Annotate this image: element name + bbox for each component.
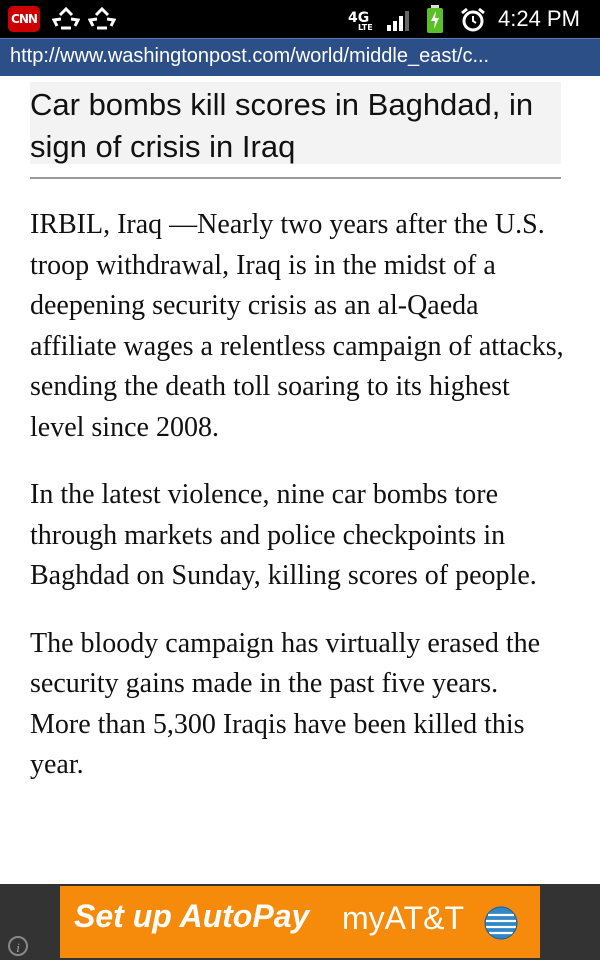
att-autopay-ad[interactable] [60,886,540,958]
recycle-notification-icon-2[interactable] [88,6,116,32]
network-type-indicator: 4G LTE [348,10,373,32]
article-paragraph-3: The bloody campaign has virtually erased the security gains made in the past five years. More than 5,300 Iraqis have been killed this year. [30,627,541,780]
clock-time: 4:24 PM [498,6,580,31]
article-paragraph-2: In the latest violence, nine car bombs tore through markets and police checkpoints in Baghdad on Sunday, killing scores of people. [30,479,537,591]
battery-charging-icon [426,5,444,33]
article-headline: Car bombs kill scores in Baghdad, in sign of crisis in Iraq [30,87,534,164]
article-paragraph-1: IRBIL, Iraq —Nearly two years after the U.S. troop withdrawal, Iraq is in the midst of a deepening security crisis as an al-Qaeda affiliate wages a relentless campaign of attacks, sending the death toll soaring to its highest level since 2008. [30,209,564,443]
ad-bar [0,884,600,960]
recycle-notification-icon[interactable] [52,6,80,32]
headline-divider [30,177,561,179]
url-text[interactable]: http://www.washingtonpost.com/world/middle_east/c... [10,45,490,67]
signal-strength-icon [386,9,412,31]
alarm-clock-icon [460,7,486,33]
status-bar [0,0,600,38]
ad-headline: Set up AutoPay [74,898,310,934]
ad-info-icon[interactable]: i [8,936,28,956]
article-body [30,205,565,813]
ad-brand-text: myAT&T [342,900,465,936]
address-bar[interactable] [0,38,600,76]
att-globe-icon [484,906,518,940]
cnn-notification-icon[interactable]: CNN [8,6,40,32]
